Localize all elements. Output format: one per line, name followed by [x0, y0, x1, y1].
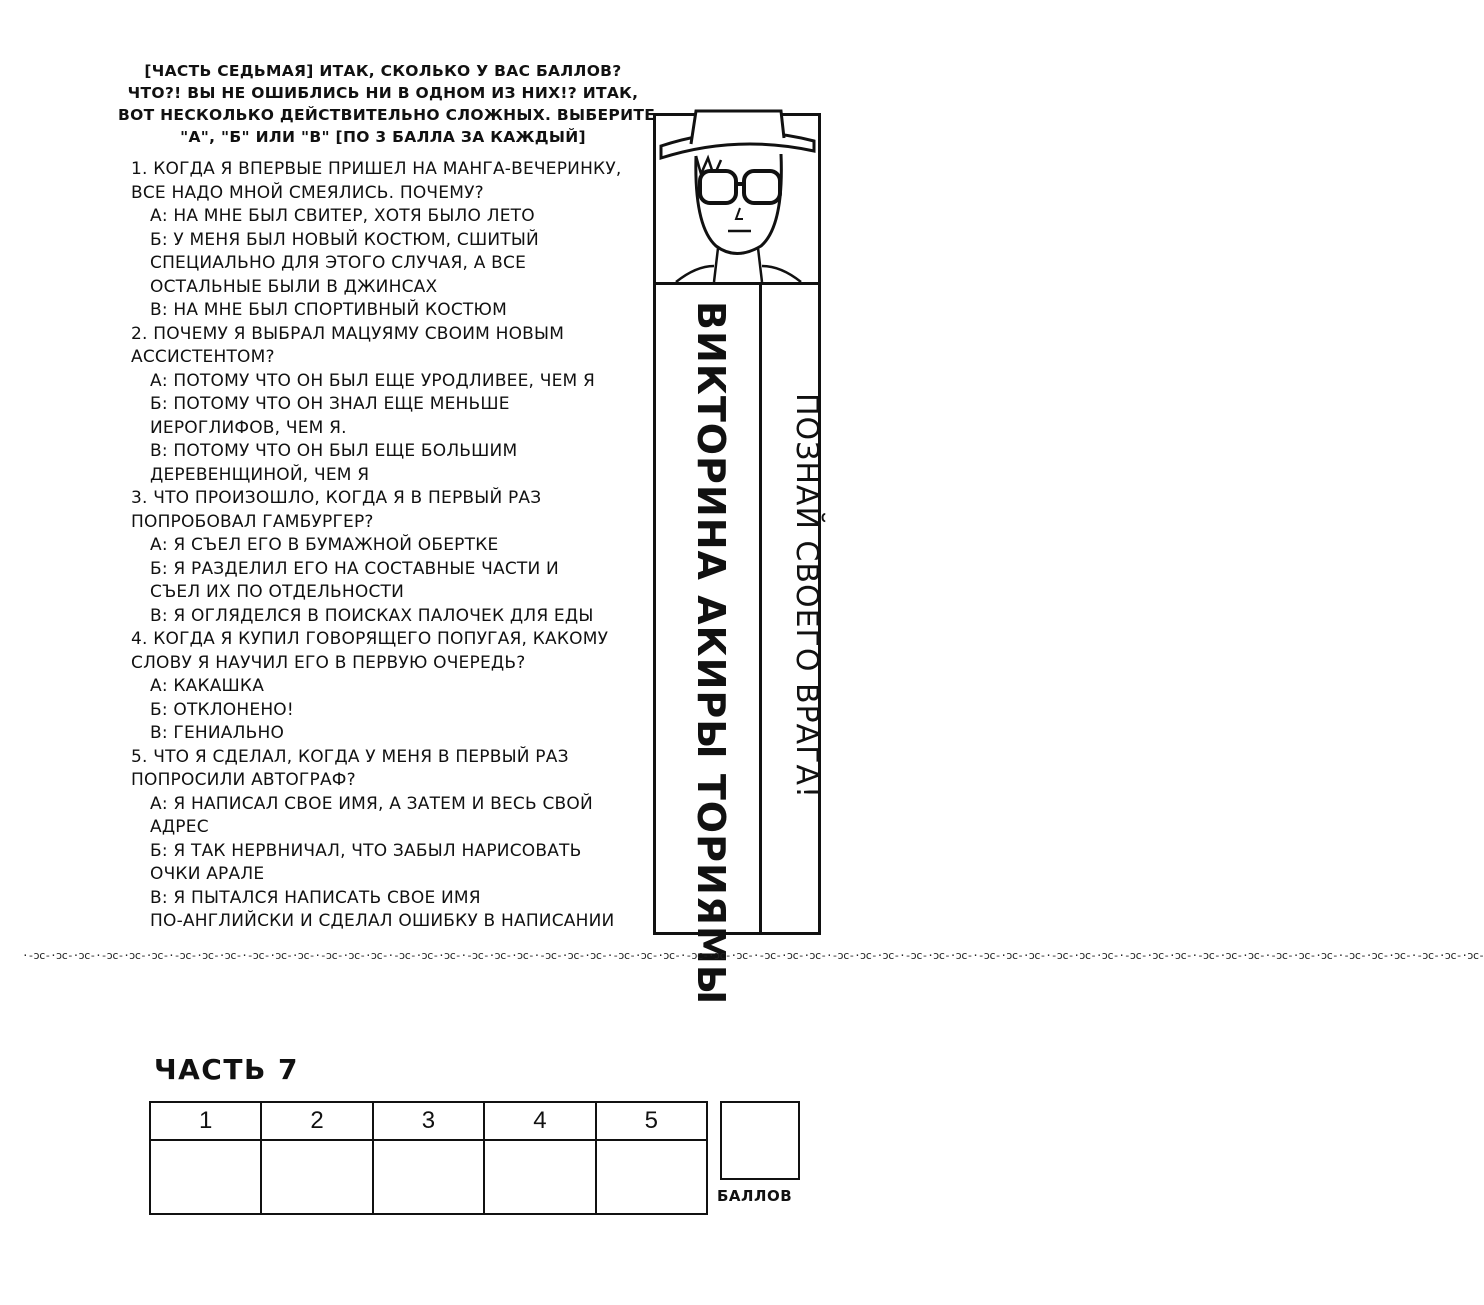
total-score-box[interactable] [720, 1101, 800, 1180]
answer-option: А: ПОТОМУ ЧТО ОН БЫЛ ЕЩЕ УРОДЛИВЕЕ, ЧЕМ Я [150, 370, 596, 391]
question-text: 3. ЧТО ПРОИЗОШЛО, КОГДА Я В ПЕРВЫЙ РАЗ [131, 488, 542, 508]
panel-column-divider [759, 282, 762, 932]
answer-option: Б: Я ТАК НЕРВНИЧАЛ, ЧТО ЗАБЫЛ НАРИСОВАТЬ [150, 840, 582, 861]
answer-cell-1[interactable] [150, 1140, 261, 1214]
answer-option: Б: ПОТОМУ ЧТО ОН ЗНАЛ ЕЩЕ МЕНЬШЕ [150, 394, 510, 414]
question-text: 5. ЧТО Я СДЕЛАЛ, КОГДА У МЕНЯ В ПЕРВЫЙ РАЗ [131, 746, 569, 767]
intro-line: ВОТ НЕСКОЛЬКО ДЕЙСТВИТЕЛЬНО СЛОЖНЫХ. ВЫБЕРИТЕ [118, 106, 656, 124]
question-text: СЛОВУ Я НАУЧИЛ ЕГО В ПЕРВУЮ ОЧЕРЕДЬ? [131, 652, 526, 673]
answer-option: СЪЕЛ ИХ ПО ОТДЕЛЬНОСТИ [150, 582, 405, 602]
question-text: 1. КОГДА Я ВПЕРВЫЕ ПРИШЕЛ НА МАНГА-ВЕЧЕРИНКУ, [131, 159, 622, 179]
score-col-5: 5 [596, 1102, 707, 1140]
title-panel [653, 113, 824, 1006]
intro-line: ЧТО?! ВЫ НЕ ОШИБЛИСЬ НИ В ОДНОМ ИЗ НИХ!? ИТАК, [127, 84, 639, 102]
answer-option: В: ПОТОМУ ЧТО ОН БЫЛ ЕЩЕ БОЛЬШИМ [150, 441, 518, 461]
score-table [149, 1101, 708, 1215]
answer-option: ОСТАЛЬНЫЕ БЫЛИ В ДЖИНСАХ [150, 276, 438, 297]
answer-option: А: Я НАПИСАЛ СВОЕ ИМЯ, А ЗАТЕМ И ВЕСЬ СВОЙ [150, 793, 593, 814]
answer-option: Б: ОТКЛОНЕНО! [150, 699, 294, 720]
question-text: ПОПРОБОВАЛ ГАМБУРГЕР? [131, 511, 374, 532]
answer-cell-4[interactable] [484, 1140, 595, 1214]
quiz-subtitle: ПОЗНАЙ СВОЕГО ВРАГА! [789, 392, 824, 800]
answer-option: Б: У МЕНЯ БЫЛ НОВЫЙ КОСТЮМ, СШИТЫЙ [150, 229, 539, 250]
quiz-title: ВИКТОРИНА АКИРЫ ТОРИЯМЫ [689, 301, 733, 1006]
score-col-1: 1 [150, 1102, 261, 1140]
question-text: ВСЕ НАДО МНОЙ СМЕЯЛИСЬ. ПОЧЕМУ? [131, 182, 484, 203]
answer-option: В: НА МНЕ БЫЛ СПОРТИВНЫЙ КОСТЮМ [150, 300, 507, 320]
answer-option: ПО-АНГЛИЙСКИ И СДЕЛАЛ ОШИБКУ В НАПИСАНИИ [150, 911, 615, 931]
answer-option: АДРЕС [150, 817, 209, 837]
glasses-man-portrait-icon [656, 116, 818, 282]
answer-cell-5[interactable] [596, 1140, 707, 1214]
answer-cell-3[interactable] [373, 1140, 484, 1214]
intro-line: "А", "Б" ИЛИ "В" [ПО 3 БАЛЛА ЗА КАЖДЫЙ] [180, 128, 586, 146]
answer-option: СПЕЦИАЛЬНО ДЛЯ ЭТОГО СЛУЧАЯ, А ВСЕ [150, 253, 527, 273]
answer-option: А: Я СЪЕЛ ЕГО В БУМАЖНОЙ ОБЕРТКЕ [150, 535, 499, 555]
dotted-divider: ·-ɔc-·ɔc-·ɔc-·-ɔc-·ɔc-·ɔc-·-ɔc-·ɔc-·ɔc-·-ɔc-·ɔc-·ɔc-·-ɔc-·ɔc-·ɔc-·-ɔc-·ɔc-·ɔc-·-ɔc-·ɔc-·ɔc-·-ɔc-·ɔc-·ɔc-·-ɔc-·ɔc-·ɔc-·-ɔc-·ɔc-·ɔc-·-ɔc-·ɔc-·ɔc-·-ɔc-·ɔc-·ɔc-·-ɔc-·ɔc-·ɔc-·-ɔc-·ɔc-·ɔc-·-ɔc-·ɔc-·ɔc-·-ɔc-·ɔc-·ɔc-·-ɔc-·ɔc-·ɔc-·-ɔc-·ɔc-·ɔc-·-ɔc-·ɔc-·ɔc-·-ɔc-·ɔc-·ɔc- [22, 949, 1484, 962]
answer-option: ОЧКИ АРАЛЕ [150, 864, 265, 884]
answer-option: ИЕРОГЛИФОВ, ЧЕМ Я. [150, 417, 347, 438]
score-col-3: 3 [373, 1102, 484, 1140]
question-text: АССИСТЕНТОМ? [131, 347, 275, 367]
intro-line: [ЧАСТЬ СЕДЬМАЯ] ИТАК, СКОЛЬКО У ВАС БАЛЛОВ? [144, 62, 622, 80]
score-col-4: 4 [484, 1102, 595, 1140]
questions-list [131, 158, 651, 934]
answer-option: В: ГЕНИАЛЬНО [150, 723, 285, 743]
answer-option: А: НА МНЕ БЫЛ СВИТЕР, ХОТЯ БЫЛО ЛЕТО [150, 206, 535, 226]
answer-option: А: КАКАШКА [150, 676, 265, 696]
answer-option: ДЕРЕВЕНЩИНОЙ, ЧЕМ Я [150, 464, 370, 485]
question-text: ПОПРОСИЛИ АВТОГРАФ? [131, 770, 356, 790]
answer-option: В: Я ПЫТАЛСЯ НАПИСАТЬ СВОЕ ИМЯ [150, 887, 481, 908]
question-text: 2. ПОЧЕМУ Я ВЫБРАЛ МАЦУЯМУ СВОИМ НОВЫМ [131, 323, 565, 344]
total-score-label: БАЛЛОВ [717, 1187, 793, 1205]
answer-cell-2[interactable] [261, 1140, 372, 1214]
score-section-title: ЧАСТЬ 7 [154, 1053, 300, 1086]
score-col-2: 2 [261, 1102, 372, 1140]
answer-option: Б: Я РАЗДЕЛИЛ ЕГО НА СОСТАВНЫЕ ЧАСТИ И [150, 558, 559, 579]
question-text: 4. КОГДА Я КУПИЛ ГОВОРЯЩЕГО ПОПУГАЯ, КАКОМУ [131, 629, 609, 649]
answer-option: В: Я ОГЛЯДЕЛСЯ В ПОИСКАХ ПАЛОЧЕК ДЛЯ ЕДЫ [150, 605, 594, 626]
intro-text [118, 60, 656, 148]
portrait-illustration [656, 116, 818, 285]
